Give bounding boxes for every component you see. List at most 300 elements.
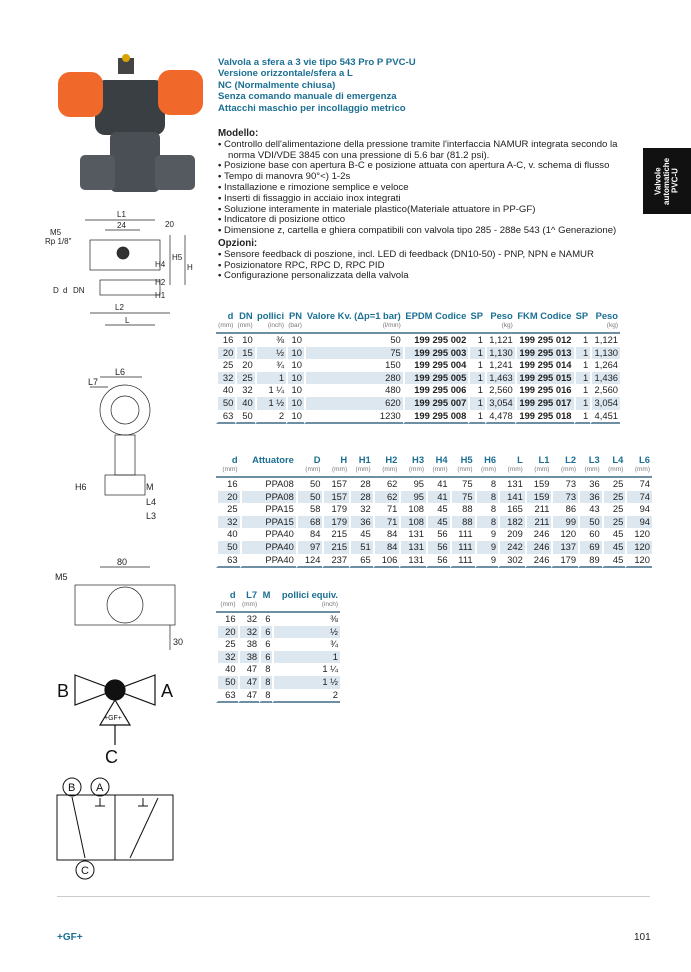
header-unit: (mm) [305,466,321,473]
table-cell: 6 [259,613,272,626]
table-cell: 45 [349,528,373,541]
header-unit: (mm) [355,466,371,473]
column-header [272,590,340,613]
table-cell: 71 [373,503,400,516]
table-cell: 120 [625,554,652,569]
svg-text:M5: M5 [55,572,68,582]
side-tab: Valvole automatiche PVC-U [643,148,691,214]
table-row [216,372,620,385]
table-row [216,676,340,689]
table-row [216,359,620,372]
column-header [235,311,254,334]
column-header [515,311,574,334]
table-cell: 246 [525,528,552,541]
table-cell: 63 [216,410,235,425]
header-unit: (kg) [606,322,618,329]
table-cell: 86 [551,503,578,516]
table-cell: 215 [322,541,349,554]
header-label: L6 [639,454,650,465]
table-cell: 74 [625,491,652,504]
table-cell: 1 ¼ [272,663,340,676]
table-cell: 25 [602,491,626,504]
header-unit: (mm) [220,601,236,608]
table-cell: 1 [468,410,485,425]
column-header [574,311,591,334]
svg-text:B: B [57,681,70,701]
svg-text:DN: DN [73,286,85,295]
table-cell: 32 [238,613,260,626]
feature-item: • Dimensione z, cartella e ghiera compatibili con valvola tipo 285 - 288e 543 (1^ Generazione) [218,226,643,237]
table-cell: 10 [286,359,304,372]
table-cell: 1,463 [485,372,515,385]
valve-symbol [55,665,185,765]
table-cell: ¾ [255,359,286,372]
header-unit: (mm) [634,466,650,473]
header-unit: (mm) [584,466,600,473]
table-cell: 75 [450,478,475,491]
table-row [216,554,652,569]
header-label: SP [470,310,484,321]
table-row [216,651,340,664]
column-header [240,455,296,478]
table-cell: ½ [272,626,340,639]
table-cell: 242 [498,541,525,554]
table-cell: 280 [304,372,403,385]
header-label: H [340,454,348,465]
table-cell: 131 [498,478,525,491]
header-unit: (mm) [457,466,473,473]
table-cell: 199 295 006 [403,384,469,397]
table-cell: 1 [574,359,591,372]
table-cell: 47 [238,689,260,704]
table-row [216,384,620,397]
header-label: PN [288,310,302,321]
table-cell: 32 [238,626,260,639]
header-label: H3 [412,454,425,465]
column-header [468,311,485,334]
table-cell: 50 [296,491,323,504]
svg-text:L2: L2 [115,303,124,312]
table-cell: ⅜ [255,334,286,347]
table-cell: ¾ [272,638,340,651]
column-header [426,455,450,478]
table-cell: 40 [235,397,254,410]
header-label: H4 [435,454,448,465]
table-cell: 199 295 004 [403,359,469,372]
table-cell: 32 [235,384,254,397]
column-header [590,311,620,334]
header-unit: (mm) [222,466,238,473]
table-cell: 73 [551,478,578,491]
table-cell: 45 [426,516,450,529]
table-cell: 1 [574,397,591,410]
header-label: L [517,454,523,465]
header-unit: (l/min) [382,322,401,329]
header-unit: (bar) [288,322,302,329]
table-cell: 179 [322,503,349,516]
table-cell: 65 [349,554,373,569]
table-cell: 131 [399,541,426,554]
table-cell: PPA40 [240,541,296,554]
table-cell: PPA08 [240,478,296,491]
header-label: Attuatore [252,454,294,465]
table-cell: 2,560 [590,384,620,397]
table-row [216,528,652,541]
table-cell: 50 [216,541,240,554]
table-cell: 16 [216,613,238,626]
feature-item: • Indicatore di posizione ottico [218,215,643,226]
header-label: H2 [385,454,398,465]
page-number: 101 [634,932,651,943]
table-cell: 50 [216,676,238,689]
svg-text:H1: H1 [155,291,166,300]
table-cell: 246 [525,541,552,554]
table-cell: 20 [235,359,254,372]
table-cell: 1,241 [485,359,515,372]
table-cell: 40 [216,528,240,541]
table-cell: 1 [574,384,591,397]
table-cell: 1 [468,359,485,372]
feature-item: • Posizione base con apertura B-C e posizione attuata con apertura A-C, v. schema di flusso [218,161,643,172]
option-item: • Posizionatore RPC, RPC D, RPC PID [218,261,643,272]
title-line: Senza comando manuale di emergenza [218,91,397,103]
table-cell: 20 [216,491,240,504]
gf-logo: +GF+ [57,932,83,943]
table-cell: 50 [578,516,602,529]
table-cell: 45 [602,528,626,541]
dimension-drawing-front [45,205,195,330]
table-cell: 75 [304,347,403,360]
flow-scheme [55,770,185,885]
header-label: d [229,589,236,600]
column-header [255,311,286,334]
table-cell: 56 [426,528,450,541]
svg-text:L4: L4 [146,497,157,507]
table-cell: PPA40 [240,528,296,541]
feature-item: • Installazione e rimozione semplice e veloce [218,183,643,194]
table-cell: 25 [216,359,235,372]
table-cell: 74 [625,478,652,491]
table-cell: 56 [426,554,450,569]
header-unit: (mm) [382,466,398,473]
table-cell: 131 [399,554,426,569]
table-row [216,663,340,676]
header-label: Valore Kv. (Δp=1 bar) [306,310,401,321]
svg-text:B: B [68,782,76,794]
table-cell: 4,478 [485,410,515,425]
table-cell: 62 [373,491,400,504]
header-label: H5 [460,454,473,465]
table-row [216,541,652,554]
header-unit: (mm) [432,466,448,473]
table-cell: 120 [551,528,578,541]
table-cell: 157 [322,491,349,504]
table-cell: 108 [399,503,426,516]
table-cell: 199 295 003 [403,347,469,360]
table-cell: 1230 [304,410,403,425]
header-label: pollici equiv. [281,589,338,600]
svg-text:H2: H2 [155,278,166,287]
header-label: H6 [484,454,497,465]
header-label: L3 [588,454,600,465]
table-cell: 20 [216,626,238,639]
column-header [216,311,235,334]
table-cell: 38 [238,651,260,664]
svg-text:L1: L1 [117,210,126,219]
table-cell: 1 ½ [255,397,286,410]
column-header [498,455,525,478]
header-label: SP [575,310,589,321]
table-cell: 20 [216,347,235,360]
column-header [216,455,240,478]
table-cell: 25 [602,516,626,529]
column-header [373,455,400,478]
table-cell: 199 295 012 [515,334,574,347]
table-cell: 165 [498,503,525,516]
table-row [216,689,340,704]
header-label: Peso [490,310,513,321]
table-cell: 159 [525,491,552,504]
svg-text:A: A [96,782,104,794]
table-cell: 60 [578,528,602,541]
header-unit: (mm) [331,466,348,473]
table-row [216,491,652,504]
table-cell: 3,054 [485,397,515,410]
table-cell: 2,560 [485,384,515,397]
svg-text:80: 80 [117,557,128,567]
table-cell: 32 [349,503,373,516]
table-cell: 1 [468,384,485,397]
table-cell: 36 [349,516,373,529]
table-cell: 88 [450,503,475,516]
svg-text:M5: M5 [50,228,62,237]
table-cell: 211 [525,503,552,516]
table-cell: 120 [625,528,652,541]
table-cell: 1 [574,334,591,347]
table-cell: 111 [450,528,475,541]
header-label: DN [239,310,253,321]
dimension-drawing-side [70,365,180,525]
table-cell: 32 [216,651,238,664]
table-cell: PPA15 [240,516,296,529]
product-title [218,57,416,114]
connection-table [216,590,340,703]
table-cell: 6 [259,626,272,639]
table-cell: 97 [296,541,323,554]
column-header [322,455,349,478]
table-cell: 1,121 [590,334,620,347]
header-unit: (mm) [608,466,624,473]
svg-text:C: C [81,865,89,877]
table-row [216,478,652,491]
table-cell: 179 [322,516,349,529]
table-cell: PPA15 [240,503,296,516]
table-cell: 1 ½ [272,676,340,689]
column-header [399,455,426,478]
table-cell: 45 [602,554,626,569]
column-header [602,455,626,478]
table-cell: 36 [578,478,602,491]
table-cell: 8 [475,478,499,491]
table-cell: 237 [322,554,349,569]
header-label: L7 [246,589,258,600]
column-header [238,590,260,613]
feature-item: • Inserti di fissaggio in acciaio inox integrati [218,194,643,205]
codes-table [216,311,620,424]
svg-text:H: H [187,263,193,272]
svg-text:C: C [105,747,118,765]
table-cell: 199 295 015 [515,372,574,385]
svg-text:H5: H5 [172,253,183,262]
table-cell: 45 [602,541,626,554]
table-row [216,613,340,626]
table-cell: 38 [238,638,260,651]
table-cell: 16 [216,478,240,491]
table-cell: 3,054 [590,397,620,410]
svg-text:20: 20 [165,220,174,229]
table-cell: 199 295 002 [403,334,469,347]
svg-text:30: 30 [173,637,184,647]
table-cell: 94 [625,516,652,529]
table-cell: 36 [578,491,602,504]
table-cell: 137 [551,541,578,554]
table-cell: 69 [578,541,602,554]
table-cell: 10 [286,372,304,385]
table-cell: 1 [272,651,340,664]
header-label: pollici [256,310,285,321]
table-cell: 1,264 [590,359,620,372]
table-cell: 4,451 [590,410,620,425]
table-cell: 620 [304,397,403,410]
table-cell: 1 [468,372,485,385]
header-unit: (mm) [408,466,425,473]
table-cell: 8 [259,676,272,689]
table-cell: 1 [574,410,591,425]
table-cell: 199 295 016 [515,384,574,397]
svg-text:D: D [53,286,59,295]
table-cell: 1 [468,334,485,347]
svg-text:24: 24 [117,221,126,230]
table-row [216,516,652,529]
table-cell: 182 [498,516,525,529]
table-cell: 40 [216,663,238,676]
table-cell: 16 [216,334,235,347]
table-cell: 63 [216,554,240,569]
svg-text:H4: H4 [155,260,166,269]
table-row [216,410,620,425]
table-cell: 73 [551,491,578,504]
table-cell: 71 [373,516,400,529]
table-cell: 1,130 [485,347,515,360]
table-cell: 88 [450,516,475,529]
table-cell: 199 295 018 [515,410,574,425]
svg-text:L6: L6 [115,367,126,377]
column-header [304,311,403,334]
table-cell: 131 [399,528,426,541]
table-cell: 99 [551,516,578,529]
footer-divider [57,896,650,897]
svg-text:+GF+: +GF+ [104,715,122,722]
table-cell: 9 [475,554,499,569]
header-unit: (mm) [241,601,258,608]
table-cell: 6 [259,638,272,651]
product-image [40,50,210,205]
header-label: L4 [612,454,624,465]
table-cell: 199 295 017 [515,397,574,410]
table-cell: 47 [238,663,260,676]
title-line: Attacchi maschio per incollaggio metrico [218,102,406,114]
table-cell: 8 [475,516,499,529]
column-header [286,311,304,334]
svg-text:A: A [161,681,174,701]
table-cell: 10 [286,334,304,347]
table-cell: 32 [216,516,240,529]
table-cell: 246 [525,554,552,569]
table-cell: 45 [426,503,450,516]
dimension-drawing-bottom [55,555,190,655]
title-line: Versione orizzontale/sfera a L [218,68,353,80]
dimensions-table [216,455,652,568]
table-cell: 8 [259,663,272,676]
table-cell: 106 [373,554,400,569]
modello-heading: Modello: [218,128,259,139]
header-unit: (mm) [218,322,234,329]
table-cell: 1 [468,397,485,410]
table-cell: 10 [286,397,304,410]
table-cell: 1,436 [590,372,620,385]
table-cell: 199 295 005 [403,372,469,385]
table-cell: 111 [450,554,475,569]
table-cell: 95 [399,491,426,504]
header-unit: (mm) [480,466,497,473]
header-label: Peso [595,310,618,321]
table-cell: 8 [475,491,499,504]
table-cell: 10 [286,410,304,425]
svg-text:M: M [146,482,154,492]
svg-text:Rp 1/8": Rp 1/8" [45,237,72,246]
table-cell: 141 [498,491,525,504]
table-cell: 15 [235,347,254,360]
header-label: EPDM Codice [405,310,467,321]
column-header [625,455,652,478]
table-cell: 199 295 007 [403,397,469,410]
svg-text:L3: L3 [146,511,157,521]
table-cell: 94 [625,503,652,516]
table-cell: 41 [426,491,450,504]
table-cell: 84 [296,528,323,541]
header-unit: (mm) [534,466,550,473]
table-cell: 10 [286,384,304,397]
table-cell: 199 295 013 [515,347,574,360]
table-cell: 25 [602,478,626,491]
svg-text:L7: L7 [88,377,99,387]
feature-item: • Tempo di manovra 90°<) 1-2s [218,172,643,183]
table-cell: 41 [426,478,450,491]
table-row [216,638,340,651]
table-cell: 8 [475,503,499,516]
table-cell: 25 [602,503,626,516]
table-cell: 9 [475,541,499,554]
title-line: NC (Normalmente chiusa) [218,79,336,91]
header-label: M [262,589,271,600]
column-header [450,455,475,478]
table-cell: 63 [216,689,238,704]
table-cell: 75 [450,491,475,504]
column-header [259,590,272,613]
table-cell: 209 [498,528,525,541]
svg-text:H6: H6 [75,482,87,492]
column-header [296,455,323,478]
